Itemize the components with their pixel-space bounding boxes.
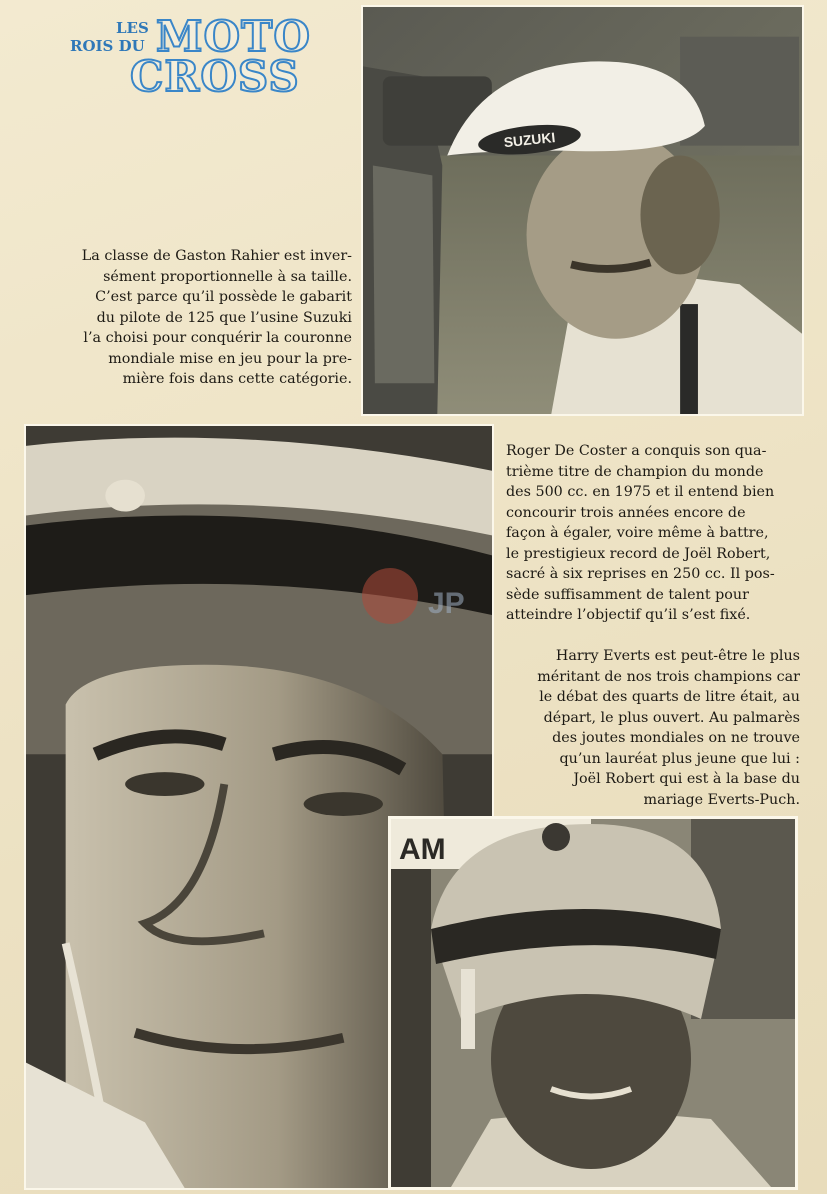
logo-cross: CROSS [130,52,300,101]
logo-moto: MOTO [156,12,311,61]
photo-harry-everts [388,816,798,1190]
logo-rois-du: ROIS DU [70,37,145,55]
caption-rahier: La classe de Gaston Rahier est inver- sément proportionnelle à sa taille. C’est parce qu’il possède le gabarit du pilote de 125 que l’usine Suzuki l’a choisi pour conquérir la couronne mondiale mise en jeu pour la pre- mière fois dans cette catégorie. [81,248,352,387]
watermark-text: JP [428,587,465,620]
photo-gaston-rahier [361,5,804,416]
caption-everts: Harry Everts est peut-être le plus méritant de nos trois champions car le débat des quarts de litre était, au départ, le plus ouvert. Au palmarès des joutes mondiales on ne trouve qu’un lauréat plus jeune que lui : Joël Robert qui est à la base du mariage Everts-Puch. [537,648,800,808]
logo-les: LES [116,19,149,37]
caption-de-coster: Roger De Coster a conquis son qua- trième titre de champion du monde des 500 cc. en 1975 et il entend bien concourir trois années encore de façon à égaler, voire même à battre, le prestigieux record de Joël Robert, sacré à six reprises en 250 cc. Il pos- sède suffisamment de talent pour atteindre l’objectif qu’il s’est fixé. [506,443,775,623]
watermark-logo [358,558,478,638]
series-logo [66,12,326,108]
banner-text: AM [399,833,446,866]
suzuki-cap-label: SUZUKI [502,129,556,151]
